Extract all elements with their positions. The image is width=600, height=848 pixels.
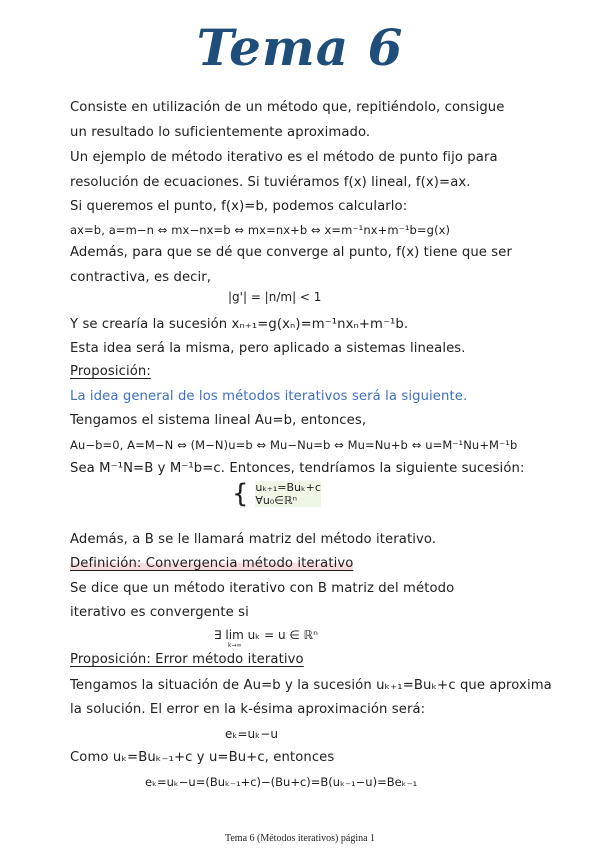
section-heading-definicion: Definición: Convergencia método iterativo <box>70 556 354 571</box>
text-line: Se dice que un método iterativo con B matriz del método <box>70 581 455 596</box>
text-line: la solución. El error en la k-ésima aproximación será: <box>70 702 426 717</box>
text-line: Como uₖ=Buₖ₋₁+c y u=Bu+c, entonces <box>70 750 335 765</box>
text-line: Sea M⁻¹N=B y M⁻¹b=c. Entonces, tendríamos la siguiente sucesión: <box>70 461 525 476</box>
text-line: Si queremos el punto, f(x)=b, podemos calcularlo: <box>70 199 408 214</box>
text-line: un resultado lo suficientemente aproximado. <box>70 125 371 140</box>
limit-formula: ∃ lim uₖ = u ∈ ℝⁿ <box>214 628 318 642</box>
text-line: Además, para que se dé que converge al punto, f(x) tiene que ser <box>70 245 513 260</box>
text-line-highlighted: La idea general de los métodos iterativos será la siguiente. <box>70 389 468 404</box>
contraction-formula: |g'| = |n/m| < 1 <box>228 290 322 304</box>
iteration-equation: uₖ₊₁=Buₖ+c <box>255 481 321 494</box>
error-formula: eₖ=uₖ−u <box>225 727 278 741</box>
page-footer: Tema 6 (Métodos iterativos) página 1 <box>224 833 376 844</box>
brace-symbol: { <box>232 479 249 509</box>
text-line: Tengamos el sistema lineal Au=b, entonces, <box>70 413 367 428</box>
iteration-system <box>232 481 321 507</box>
text-line: Un ejemplo de método iterativo es el método de punto fijo para <box>70 150 498 165</box>
text-line: Esta idea será la misma, pero aplicado a sistemas lineales. <box>70 341 466 356</box>
equation-line: Au−b=0, A=M−N ⇔ (M−N)u=b ⇔ Mu−Nu=b ⇔ Mu=Nu+b ⇔ u=M⁻¹Nu+M⁻¹b <box>70 438 518 452</box>
initial-condition: ∀u₀∈ℝⁿ <box>255 494 297 507</box>
equation-line: ax=b, a=m−n ⇔ mx−nx=b ⇔ mx=nx+b ⇔ x=m⁻¹nx+m⁻¹b=g(x) <box>70 223 451 237</box>
text-line: iterativo es convergente si <box>70 605 249 620</box>
text-line: contractiva, es decir, <box>70 270 212 285</box>
limit-subscript: k→∞ <box>228 642 242 649</box>
text-line: resolución de ecuaciones. Si tuviéramos f(x) lineal, f(x)=ax. <box>70 175 471 190</box>
text-line: Consiste en utilización de un método que, repitiéndolo, consigue <box>70 100 505 115</box>
system-equations <box>255 481 321 507</box>
text-line: Y se crearía la sucesión xₙ₊₁=g(xₙ)=m⁻¹nxₙ+m⁻¹b. <box>70 317 409 332</box>
section-heading-proposicion: Proposición: <box>70 364 151 379</box>
text-line: Tengamos la situación de Au=b y la sucesión uₖ₊₁=Buₖ+c que aproxima <box>70 678 552 693</box>
error-derivation: eₖ=uₖ−u=(Buₖ₋₁+c)−(Bu+c)=B(uₖ₋₁−u)=Beₖ₋₁ <box>145 775 418 789</box>
page-title: Tema 6 <box>196 18 404 77</box>
text-line: Además, a B se le llamará matriz del método iterativo. <box>70 532 437 547</box>
section-heading-error: Proposición: Error método iterativo <box>70 652 304 667</box>
